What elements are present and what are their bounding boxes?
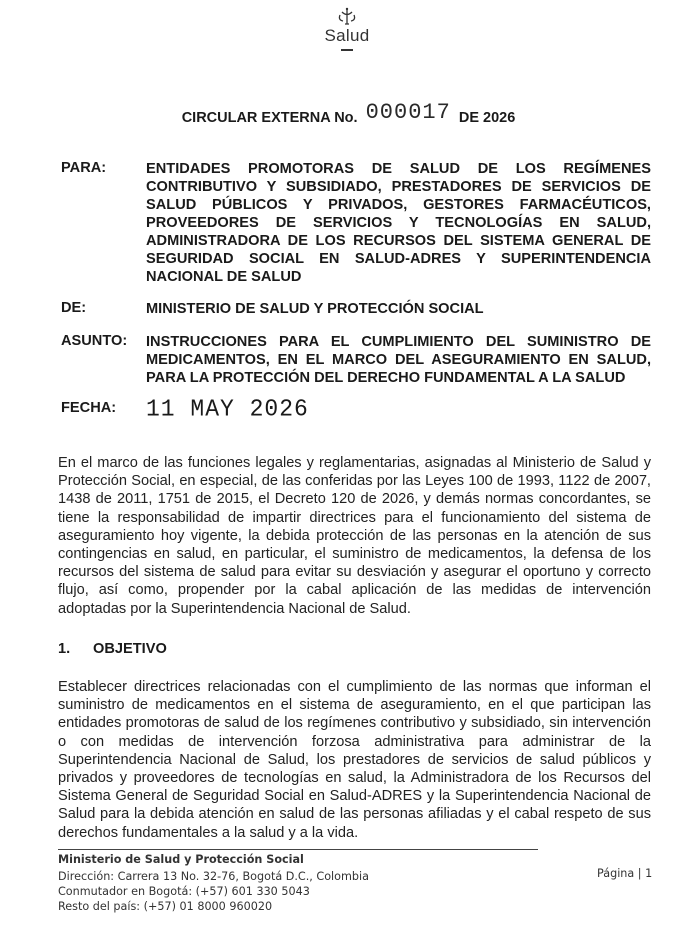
emblem-icon (332, 6, 362, 28)
footer-rest: Resto del país: (+57) 01 8000 960020 (58, 900, 273, 913)
page-number: Página | 1 (597, 867, 653, 880)
footer-switchboard: Conmutador en Bogotá: (+57) 601 330 5043 (58, 885, 310, 898)
circular-title (0, 100, 697, 129)
footer-address: Dirección: Carrera 13 No. 32-76, Bogotá D.C., Colombia (58, 870, 369, 883)
intro-paragraph: En el marco de las funciones legales y reglamentarias, asignadas al Ministerio de Salud y Protección Social, en especial, de las conferidas por las Leyes 100 de 1993, 1122 de 2007, 1438 de 2011, 1751 de 2015, el Decreto 120 de 2026, y demás normas concordantes, se tiene la responsabilidad de impartir directrices para el funcionamiento del sistema de aseguramiento hoy vigente, la debida protección de las personas en la atención de sus contingencias en salud, en particular, el suministro de medicamentos, la defensa de los recursos del sistema de salud para evitar su desviación y asegurar el oportuno y correcto flujo, así como, propender por la cabal aplicación de las medidas de intervención adoptadas por la Superintendencia Nacional de Salud. (58, 455, 651, 617)
fecha-label: FECHA: (61, 400, 117, 416)
para-value: ENTIDADES PROMOTORAS DE SALUD DE LOS REGÍMENES CONTRIBUTIVO Y SUBSIDIADO, PRESTADORES DE SERVICIOS DE SALUD PÚBLICOS Y PRIVADOS, GESTORES FARMACÉUTICOS, PROVEEDORES DE SERVICIOS Y TECNOLOGÍAS EN SALUD, ADMINISTRADORA DE LOS RECURSOS DEL SISTEMA GENERAL DE SEGURIDAD SOCIAL EN SALUD-ADRES Y SUPERINTENDENCIA NACIONAL DE SALUD (146, 161, 651, 285)
asunto-value: INSTRUCCIONES PARA EL CUMPLIMIENTO DEL SUMINISTRO DE MEDICAMENTOS, EN EL MARCO DEL ASEGURAMIENTO EN SALUD, PARA LA PROTECCIÓN DEL DERECHO FUNDAMENTAL A LA SALUD (146, 334, 651, 386)
section-title: OBJETIVO (93, 641, 167, 657)
objetivo-paragraph: Establecer directrices relacionadas con el cumplimiento de las normas que informan el suministro de medicamentos en el sistema de aseguramiento, en el que participan las entidades promotoras de salud de los regímenes contributivo y subsidiado, sin intervención o con medidas de intervención forzosa administrativa para administrar de la Superintendencia Nacional de Salud, los prestadores de servicios de salud públicos y privados y proveedores de tecnologías en salud, la Administradora de los Recursos del Sistema General de Seguridad Social en Salud-ADRES y la Superintendencia Nacional de Salud para la debida atención en salud de las personas afiliadas y el cabal respeto de sus derechos fundamentales a la salud y a la vida. (58, 679, 651, 841)
de-label: DE: (61, 300, 87, 316)
logo-wordmark: Salud (324, 26, 370, 45)
footer-org: Ministerio de Salud y Protección Social (58, 853, 304, 866)
section-heading (58, 641, 167, 657)
para-label: PARA: (61, 160, 107, 176)
ministry-logo (312, 6, 382, 51)
section-number: 1. (58, 641, 71, 657)
title-prefix: CIRCULAR EXTERNA No. (181, 110, 358, 126)
fecha-date-stamp: 11 MAY 2026 (146, 395, 309, 423)
logo-underline (341, 49, 353, 51)
circular-number-stamp: 000017 (365, 100, 451, 125)
footer-divider (58, 849, 538, 850)
asunto-label: ASUNTO: (61, 333, 128, 349)
title-suffix: DE 2026 (458, 110, 516, 126)
de-value: MINISTERIO DE SALUD Y PROTECCIÓN SOCIAL (146, 301, 484, 317)
